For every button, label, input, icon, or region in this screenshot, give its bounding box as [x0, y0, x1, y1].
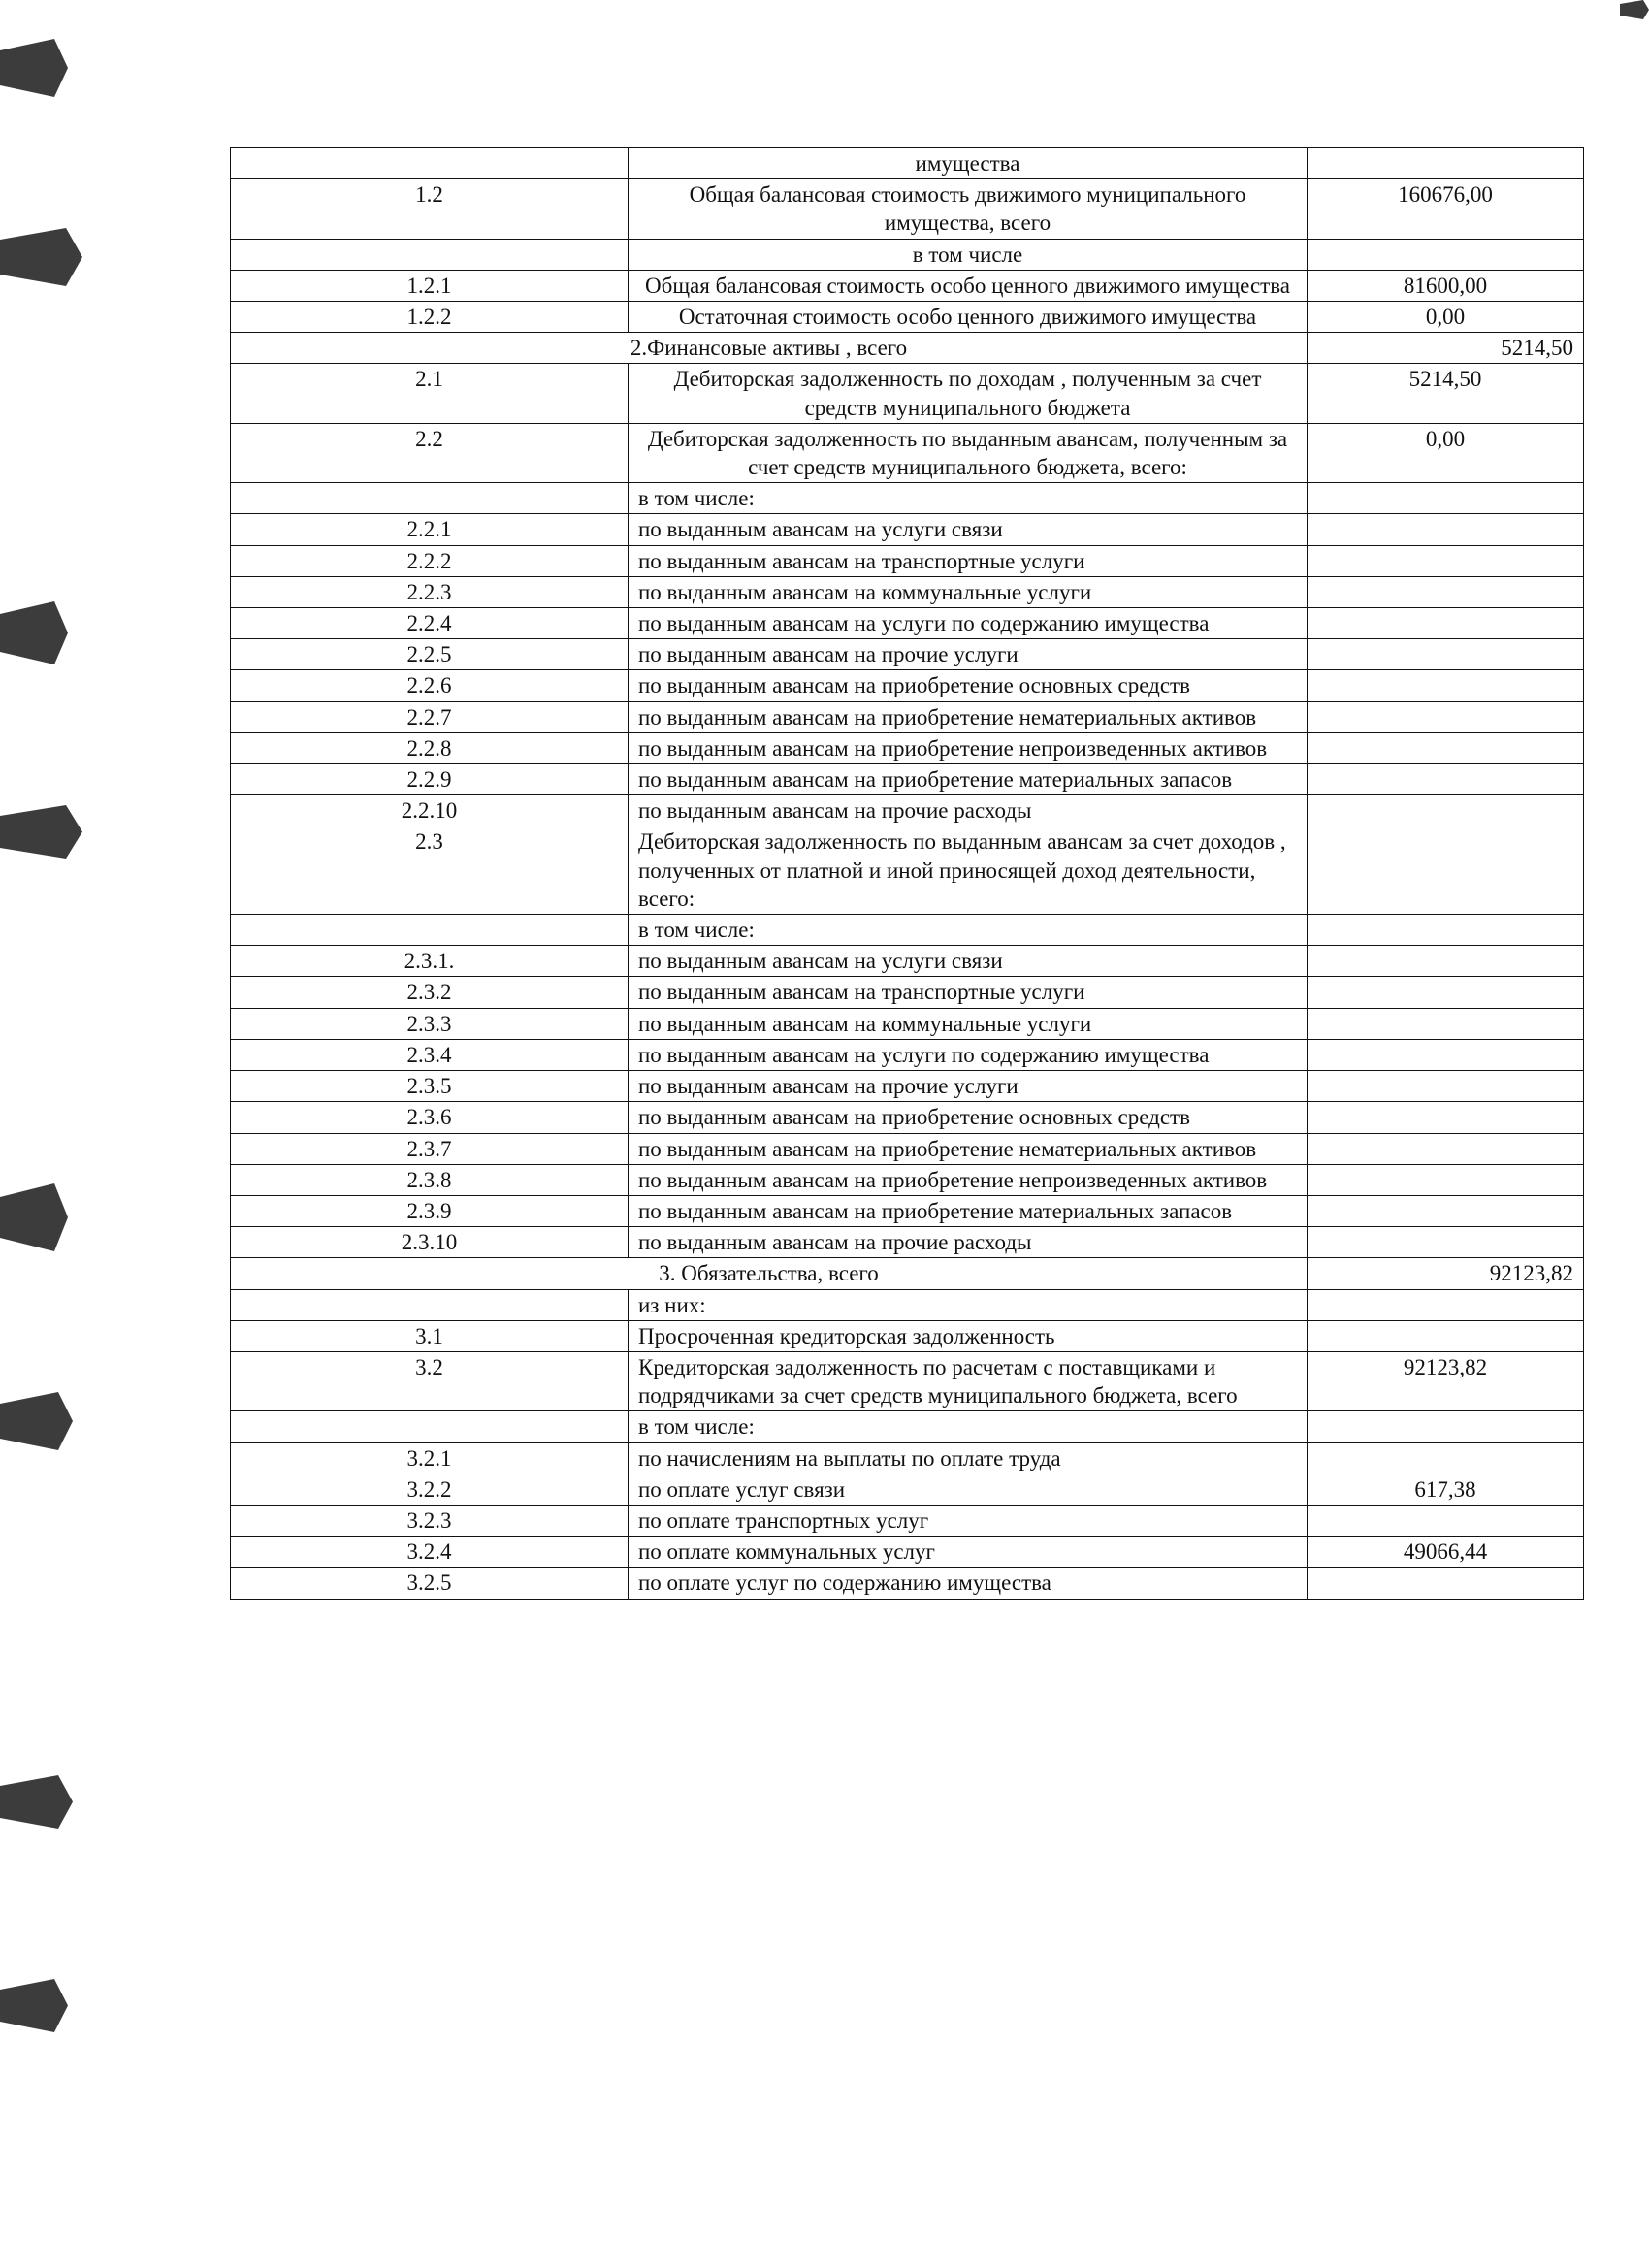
row-value: 617,38	[1308, 1474, 1584, 1505]
row-code	[231, 915, 629, 946]
row-code: 2.2.4	[231, 608, 629, 639]
row-value: 92123,82	[1308, 1351, 1584, 1410]
row-code: 3.2.3	[231, 1505, 629, 1536]
row-description: по выданным авансам на приобретение материальных запасов	[629, 1195, 1308, 1226]
row-code: 2.3.3	[231, 1008, 629, 1039]
table-row	[231, 302, 1584, 333]
table-row	[231, 701, 1584, 732]
row-value	[1308, 1039, 1584, 1070]
table-row	[231, 977, 1584, 1008]
row-value	[1308, 732, 1584, 763]
table-row	[231, 364, 1584, 423]
row-code: 2.3.5	[231, 1071, 629, 1102]
scan-artifact	[0, 1392, 73, 1450]
row-value	[1308, 514, 1584, 545]
row-code: 2.2.1	[231, 514, 629, 545]
row-code: 3.2.4	[231, 1537, 629, 1568]
row-value	[1308, 946, 1584, 977]
row-description: по оплате услуг по содержанию имущества	[629, 1568, 1308, 1599]
row-code: 1.2.2	[231, 302, 629, 333]
row-description: по выданным авансам на транспортные услуги	[629, 545, 1308, 576]
row-description: Просроченная кредиторская задолженность	[629, 1320, 1308, 1351]
row-code: 2.2.5	[231, 639, 629, 670]
row-description: в том числе:	[629, 1411, 1308, 1442]
table-row	[231, 1351, 1584, 1410]
row-value	[1308, 1102, 1584, 1133]
row-description: по выданным авансам на прочие услуги	[629, 639, 1308, 670]
row-description: Дебиторская задолженность по выданным авансам за счет доходов , полученных от платной и иной приносящей доход деятельности, всего:	[629, 826, 1308, 915]
table-row	[231, 239, 1584, 270]
row-code: 2.1	[231, 364, 629, 423]
row-description: по выданным авансам на коммунальные услуги	[629, 576, 1308, 607]
table-row	[231, 946, 1584, 977]
scan-artifact	[0, 1979, 68, 2032]
row-code: 3.2.5	[231, 1568, 629, 1599]
row-description: по оплате коммунальных услуг	[629, 1537, 1308, 1568]
row-code	[231, 148, 629, 179]
row-value	[1308, 1289, 1584, 1320]
table-row	[231, 1008, 1584, 1039]
table-row	[231, 483, 1584, 514]
table-row	[231, 1474, 1584, 1505]
table-row	[231, 576, 1584, 607]
row-code: 2.3.8	[231, 1164, 629, 1195]
row-value	[1308, 915, 1584, 946]
row-value	[1308, 1505, 1584, 1536]
row-description: по начислениям на выплаты по оплате труда	[629, 1442, 1308, 1474]
table-row	[231, 514, 1584, 545]
table-row	[231, 423, 1584, 482]
row-description: по выданным авансам на транспортные услуги	[629, 977, 1308, 1008]
table-row	[231, 915, 1584, 946]
row-description: Дебиторская задолженность по доходам , полученным за счет средств муниципального бюджета	[629, 364, 1308, 423]
row-value	[1308, 1442, 1584, 1474]
row-value	[1308, 670, 1584, 701]
scan-artifact	[0, 601, 68, 664]
table-row	[231, 639, 1584, 670]
row-value	[1308, 1568, 1584, 1599]
row-description: по выданным авансам на услуги по содержанию имущества	[629, 608, 1308, 639]
table-row	[231, 1227, 1584, 1258]
row-code: 2.3.2	[231, 977, 629, 1008]
row-code: 3.2	[231, 1351, 629, 1410]
table-row	[231, 1039, 1584, 1070]
table-row	[231, 1102, 1584, 1133]
row-code: 2.3.1.	[231, 946, 629, 977]
row-description: по выданным авансам на приобретение материальных запасов	[629, 764, 1308, 795]
row-description: по выданным авансам на приобретение основных средств	[629, 670, 1308, 701]
row-code: 1.2.1	[231, 270, 629, 301]
row-description: по оплате услуг связи	[629, 1474, 1308, 1505]
row-code: 2.2.8	[231, 732, 629, 763]
table-row	[231, 1320, 1584, 1351]
row-value	[1308, 1071, 1584, 1102]
row-description: по выданным авансам на прочие расходы	[629, 795, 1308, 826]
row-code: 2.2.6	[231, 670, 629, 701]
table-row	[231, 1195, 1584, 1226]
row-code	[231, 483, 629, 514]
row-value	[1308, 1195, 1584, 1226]
row-value	[1308, 639, 1584, 670]
row-description: по выданным авансам на коммунальные услуги	[629, 1008, 1308, 1039]
row-value	[1308, 1227, 1584, 1258]
scan-artifact	[0, 1183, 68, 1251]
row-value	[1308, 1008, 1584, 1039]
row-value: 0,00	[1308, 423, 1584, 482]
row-description: имущества	[629, 148, 1308, 179]
row-value	[1308, 795, 1584, 826]
table-row	[231, 670, 1584, 701]
table-row	[231, 1537, 1584, 1568]
row-description: в том числе	[629, 239, 1308, 270]
table-row	[231, 179, 1584, 239]
table-row	[231, 795, 1584, 826]
row-description: в том числе:	[629, 915, 1308, 946]
row-value	[1308, 1164, 1584, 1195]
row-code: 2.3	[231, 826, 629, 915]
row-value	[1308, 1320, 1584, 1351]
row-description: Общая балансовая стоимость особо ценного движимого имущества	[629, 270, 1308, 301]
scan-artifact	[0, 1775, 73, 1829]
row-value	[1308, 764, 1584, 795]
row-description: по выданным авансам на услуги по содержанию имущества	[629, 1039, 1308, 1070]
row-value: 49066,44	[1308, 1537, 1584, 1568]
table-row	[231, 1071, 1584, 1102]
table-row	[231, 1442, 1584, 1474]
table-row	[231, 1289, 1584, 1320]
table-row	[231, 1258, 1584, 1289]
table-row	[231, 826, 1584, 915]
row-code: 2.2.2	[231, 545, 629, 576]
row-description: по выданным авансам на приобретение нематериальных активов	[629, 1133, 1308, 1164]
table-row	[231, 1505, 1584, 1536]
scan-artifact	[0, 39, 68, 97]
table-row	[231, 270, 1584, 301]
row-description: по выданным авансам на приобретение нематериальных активов	[629, 701, 1308, 732]
row-value	[1308, 1411, 1584, 1442]
row-value	[1308, 239, 1584, 270]
table-row	[231, 333, 1584, 364]
row-description: по выданным авансам на услуги связи	[629, 946, 1308, 977]
row-value	[1308, 483, 1584, 514]
row-code: 2.2.7	[231, 701, 629, 732]
section-total-value: 92123,82	[1308, 1258, 1584, 1289]
row-code: 3.2.2	[231, 1474, 629, 1505]
section-heading: 2.Финансовые активы , всего	[231, 333, 1308, 364]
row-value	[1308, 1133, 1584, 1164]
row-value	[1308, 826, 1584, 915]
row-value	[1308, 701, 1584, 732]
section-heading: 3. Обязательства, всего	[231, 1258, 1308, 1289]
row-description: из них:	[629, 1289, 1308, 1320]
table-row	[231, 1411, 1584, 1442]
row-code: 2.3.4	[231, 1039, 629, 1070]
row-description: Кредиторская задолженность по расчетам с поставщиками и подрядчиками за счет средств муниципального бюджета, всего	[629, 1351, 1308, 1410]
row-code: 3.2.1	[231, 1442, 629, 1474]
row-value: 5214,50	[1308, 364, 1584, 423]
row-description: по выданным авансам на приобретение основных средств	[629, 1102, 1308, 1133]
row-value	[1308, 977, 1584, 1008]
row-description: по оплате транспортных услуг	[629, 1505, 1308, 1536]
row-description: по выданным авансам на приобретение непроизведенных активов	[629, 732, 1308, 763]
table-row	[231, 545, 1584, 576]
row-code: 2.2.3	[231, 576, 629, 607]
row-description: по выданным авансам на прочие услуги	[629, 1071, 1308, 1102]
row-description: по выданным авансам на услуги связи	[629, 514, 1308, 545]
row-code	[231, 239, 629, 270]
row-value: 160676,00	[1308, 179, 1584, 239]
row-code: 2.3.7	[231, 1133, 629, 1164]
table-row	[231, 1164, 1584, 1195]
section-total-value: 5214,50	[1308, 333, 1584, 364]
row-description: Общая балансовая стоимость движимого муниципального имущества, всего	[629, 179, 1308, 239]
row-code: 2.2.9	[231, 764, 629, 795]
table-row	[231, 1133, 1584, 1164]
row-value: 0,00	[1308, 302, 1584, 333]
row-value: 81600,00	[1308, 270, 1584, 301]
row-description: Дебиторская задолженность по выданным авансам, полученным за счет средств муниципального бюджета, всего:	[629, 423, 1308, 482]
row-code: 2.3.6	[231, 1102, 629, 1133]
row-code: 2.2	[231, 423, 629, 482]
scan-artifact	[1620, 0, 1649, 19]
row-description: в том числе:	[629, 483, 1308, 514]
table-row	[231, 608, 1584, 639]
table-row	[231, 732, 1584, 763]
table-body	[231, 148, 1584, 1600]
row-code	[231, 1289, 629, 1320]
row-description: Остаточная стоимость особо ценного движимого имущества	[629, 302, 1308, 333]
row-code: 2.2.10	[231, 795, 629, 826]
row-value	[1308, 148, 1584, 179]
row-code: 2.3.9	[231, 1195, 629, 1226]
financial-table	[230, 147, 1584, 1600]
scan-artifact	[0, 228, 82, 286]
table-row	[231, 148, 1584, 179]
table-row	[231, 764, 1584, 795]
row-code: 3.1	[231, 1320, 629, 1351]
scan-artifact	[0, 805, 82, 859]
row-value	[1308, 608, 1584, 639]
row-description: по выданным авансам на прочие расходы	[629, 1227, 1308, 1258]
row-code: 1.2	[231, 179, 629, 239]
row-code	[231, 1411, 629, 1442]
row-value	[1308, 545, 1584, 576]
row-value	[1308, 576, 1584, 607]
row-code: 2.3.10	[231, 1227, 629, 1258]
table-row	[231, 1568, 1584, 1599]
row-description: по выданным авансам на приобретение непроизведенных активов	[629, 1164, 1308, 1195]
